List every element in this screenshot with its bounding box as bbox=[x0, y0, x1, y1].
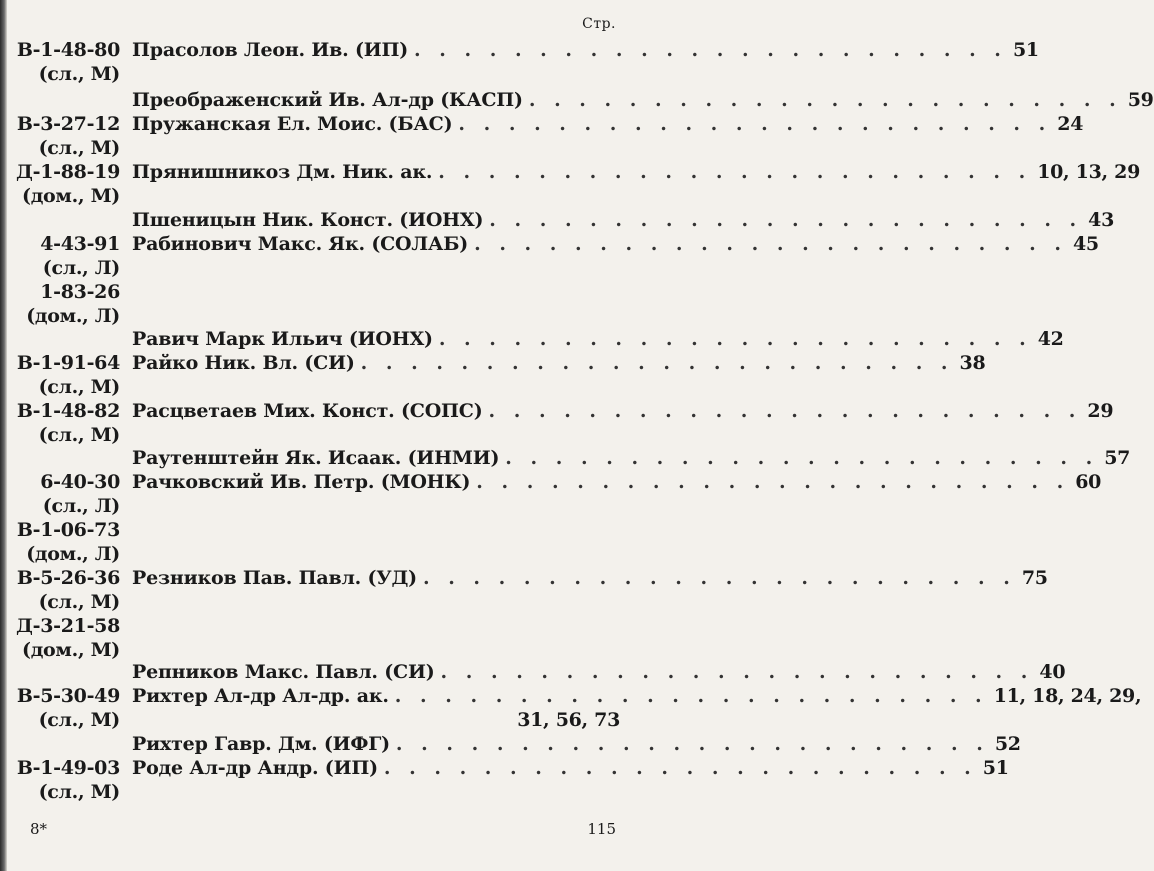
page-refs: 10, 13, 29 bbox=[1037, 161, 1140, 183]
signature-mark: 8* bbox=[30, 820, 48, 838]
list-item-note bbox=[0, 708, 632, 732]
page-refs: 51 bbox=[982, 757, 1009, 779]
leader-dots: . . . . . . . . . . . . . . . . . . . . . . . . bbox=[422, 567, 1016, 589]
phone-number-secondary: Д-3-21-58 bbox=[16, 615, 120, 637]
phone-note: (сл., Л) bbox=[42, 495, 120, 517]
leader-dots: . . . . . . . . . . . . . . . . . . . . . . . . bbox=[360, 352, 954, 374]
phone-number: В-1-48-82 bbox=[16, 400, 120, 422]
list-item-note bbox=[0, 780, 632, 804]
list-item bbox=[0, 446, 1131, 470]
list-item-note bbox=[0, 136, 632, 160]
page-refs: 42 bbox=[1037, 328, 1064, 350]
list-item-note bbox=[0, 280, 632, 304]
person-name: Прасолов Леон. Ив. (ИП) bbox=[132, 39, 409, 61]
page-refs: 43 bbox=[1088, 209, 1115, 231]
list-item-note bbox=[0, 494, 632, 518]
list-item-note bbox=[0, 542, 632, 566]
phone-number-secondary: 1-83-26 bbox=[40, 281, 120, 303]
list-item-note bbox=[0, 423, 632, 447]
list-item-note bbox=[0, 638, 632, 662]
person-name: Пшеницын Ник. Конст. (ИОНХ) bbox=[132, 209, 484, 231]
phone-number: В-1-91-64 bbox=[16, 352, 120, 374]
page-refs: 57 bbox=[1104, 447, 1131, 469]
page-refs: 40 bbox=[1039, 661, 1066, 683]
leader-dots: . . . . . . . . . . . . . . . . . . . . . . . . bbox=[489, 209, 1083, 231]
person-name: Пружанская Ел. Моис. (БАС) bbox=[132, 113, 453, 135]
list-item bbox=[0, 566, 1048, 590]
phone-note: (сл., М) bbox=[38, 709, 120, 731]
list-item-note bbox=[0, 184, 632, 208]
phone-note: (дом., Л) bbox=[26, 305, 120, 327]
page-refs: 24 bbox=[1057, 113, 1084, 135]
phone-note: (сл., М) bbox=[38, 591, 120, 613]
person-name: Резников Пав. Павл. (УД) bbox=[132, 567, 417, 589]
person-name: Равич Марк Ильич (ИОНХ) bbox=[132, 328, 433, 350]
leader-dots: . . . . . . . . . . . . . . . . . . . . . . . . bbox=[438, 161, 1032, 183]
leader-dots: . . . . . . . . . . . . . . . . . . . . . . . . bbox=[458, 113, 1052, 135]
page-refs: 59 bbox=[1127, 89, 1154, 111]
person-name: Рабинович Макс. Як. (СОЛАБ) bbox=[132, 233, 469, 255]
person-name: Рихтер Ал-др Ал-др. ак. bbox=[132, 685, 389, 707]
list-item-note bbox=[0, 375, 632, 399]
person-name: Рихтер Гавр. Дм. (ИФГ) bbox=[132, 733, 390, 755]
phone-number-secondary: В-1-06-73 bbox=[16, 519, 120, 541]
list-item bbox=[0, 470, 1102, 494]
page-refs: 51 bbox=[1012, 39, 1039, 61]
list-item bbox=[0, 208, 1115, 232]
leader-dots: . . . . . . . . . . . . . . . . . . . . . . . . bbox=[440, 661, 1034, 683]
list-item bbox=[0, 88, 1154, 112]
list-item bbox=[0, 160, 1140, 184]
phone-note: (дом., М) bbox=[22, 639, 120, 661]
person-name: Прянишникоз Дм. Ник. ак. bbox=[132, 161, 433, 183]
person-name: Репников Макс. Павл. (СИ) bbox=[132, 661, 435, 683]
page-column-header: Стр. bbox=[582, 16, 616, 32]
phone-number: Д-1-88-19 bbox=[16, 161, 120, 183]
person-name: Райко Ник. Вл. (СИ) bbox=[132, 352, 355, 374]
page-refs-continued: 31, 56, 73 bbox=[517, 709, 620, 731]
leader-dots: . . . . . . . . . . . . . . . . . . . . . . . . bbox=[383, 757, 977, 779]
list-item-note bbox=[0, 256, 632, 280]
list-item bbox=[0, 351, 986, 375]
person-name: Рачковский Ив. Петр. (МОНК) bbox=[132, 471, 471, 493]
phone-note: (сл., М) bbox=[38, 781, 120, 803]
leader-dots: . . . . . . . . . . . . . . . . . . . . . . . . bbox=[394, 685, 988, 707]
leader-dots: . . . . . . . . . . . . . . . . . . . . . . . . bbox=[528, 89, 1122, 111]
page-refs: 75 bbox=[1021, 567, 1048, 589]
page-refs: 11, 18, 24, 29, bbox=[993, 685, 1142, 707]
leader-dots: . . . . . . . . . . . . . . . . . . . . . . . . bbox=[505, 447, 1099, 469]
list-item bbox=[0, 756, 1009, 780]
phone-number: 4-43-91 bbox=[40, 233, 120, 255]
page-refs: 29 bbox=[1087, 400, 1114, 422]
leader-dots: . . . . . . . . . . . . . . . . . . . . . . . . bbox=[474, 233, 1067, 255]
phone-note: (сл., М) bbox=[38, 424, 120, 446]
leader-dots: . . . . . . . . . . . . . . . . . . . . . . . . bbox=[414, 39, 1007, 61]
phone-note: (сл., М) bbox=[38, 63, 120, 85]
phone-number: В-1-49-03 bbox=[16, 757, 120, 779]
list-item bbox=[0, 112, 1084, 136]
phone-number: 6-40-30 bbox=[40, 471, 120, 493]
phone-number: В-5-30-49 bbox=[16, 685, 120, 707]
leader-dots: . . . . . . . . . . . . . . . . . . . . . . . . bbox=[438, 328, 1032, 350]
list-item bbox=[0, 232, 1099, 256]
phone-note: (сл., М) bbox=[38, 376, 120, 398]
list-item bbox=[0, 684, 1142, 708]
leader-dots: . . . . . . . . . . . . . . . . . . . . . . . . bbox=[488, 400, 1082, 422]
list-item-note bbox=[0, 614, 632, 638]
leader-dots: . . . . . . . . . . . . . . . . . . . . . . . . bbox=[395, 733, 989, 755]
list-item-note bbox=[0, 304, 632, 328]
list-item-note bbox=[0, 518, 632, 542]
person-name: Расцветаев Мих. Конст. (СОПС) bbox=[132, 400, 483, 422]
phone-number: В-1-48-80 bbox=[16, 39, 120, 61]
page-refs: 38 bbox=[959, 352, 986, 374]
person-name: Преображенский Ив. Ал-др (КАСП) bbox=[132, 89, 523, 111]
leader-dots: . . . . . . . . . . . . . . . . . . . . . . . . bbox=[476, 471, 1070, 493]
page-refs: 45 bbox=[1073, 233, 1099, 255]
phone-note: (сл., Л) bbox=[42, 257, 120, 279]
list-item bbox=[0, 327, 1064, 351]
list-item-note bbox=[0, 62, 632, 86]
list-item bbox=[0, 732, 1021, 756]
phone-note: (сл., М) bbox=[38, 137, 120, 159]
page-refs: 60 bbox=[1075, 471, 1102, 493]
list-item bbox=[0, 399, 1114, 423]
list-item bbox=[0, 38, 1039, 62]
page-number: 115 bbox=[587, 820, 616, 838]
person-name: Раутенштейн Як. Исаак. (ИНМИ) bbox=[132, 447, 500, 469]
phone-note: (дом., М) bbox=[22, 185, 120, 207]
person-name: Роде Ал-др Андр. (ИП) bbox=[132, 757, 378, 779]
phone-number: В-3-27-12 bbox=[16, 113, 120, 135]
list-item bbox=[0, 660, 1066, 684]
list-item-note bbox=[0, 590, 632, 614]
page-refs: 52 bbox=[994, 733, 1021, 755]
phone-note: (дом., Л) bbox=[26, 543, 120, 565]
phone-number: В-5-26-36 bbox=[16, 567, 120, 589]
